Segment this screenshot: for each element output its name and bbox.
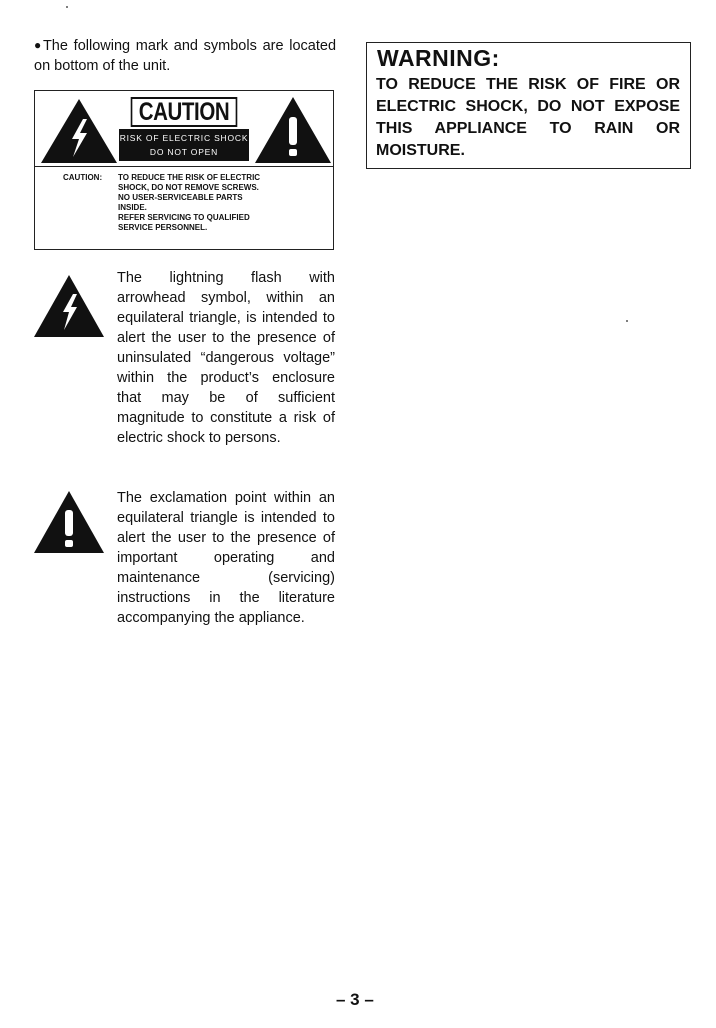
lightning-triangle-icon	[39, 97, 119, 165]
exclamation-triangle-icon	[253, 95, 333, 165]
caution-instructions-label: CAUTION:	[63, 173, 103, 182]
page-number: – 3 –	[336, 990, 374, 1009]
caution-line: TO REDUCE THE RISK OF ELECTRIC	[118, 173, 261, 182]
intro-text: The following mark and symbols are located on bottom of the unit.	[34, 38, 337, 74]
caution-line: SHOCK, DO NOT REMOVE SCREWS.	[118, 183, 259, 192]
exclamation-warning-triangle-icon	[33, 490, 105, 554]
warning-text: TO REDUCE THE RISK OF FIRE OR ELECTRIC SHOCK, DO NOT EXPOSE THIS APPLIANCE TO RAIN OR MOISTURE.	[376, 76, 680, 159]
caution-sign-title: CAUTION	[131, 97, 238, 127]
caution-line: REFER SERVICING TO QUALIFIED	[118, 213, 250, 222]
caution-sign-subtitle	[119, 129, 249, 161]
warning-box	[366, 42, 691, 169]
caution-instructions-lines	[118, 173, 318, 233]
lightning-warning-triangle-icon	[33, 274, 105, 338]
intro-paragraph	[34, 36, 336, 76]
caution-label-panel	[34, 90, 334, 250]
exclamation-symbol-description: The exclamation point within an equilateral triangle is intended to alert the user to the presence of important operating and maintenance (servicing) instructions in the literature accompanying the appliance.	[117, 490, 335, 626]
caution-label-graphic	[35, 91, 333, 167]
caution-sign-line-2: DO NOT OPEN	[149, 147, 219, 157]
caution-sign-line-1: RISK OF ELECTRIC SHOCK	[119, 133, 249, 143]
lightning-symbol-description: The lightning flash with arrowhead symbol, within an equilateral triangle, is intended to alert the user to the presence of uninsulated “dangerous voltage” within the product’s enclosure that may be of sufficient magnitude to constitute a risk of electric shock to persons.	[117, 270, 335, 446]
warning-title: WARNING:	[377, 45, 500, 71]
caution-line: NO USER-SERVICEABLE PARTS	[118, 193, 243, 202]
caution-line: SERVICE PERSONNEL.	[118, 223, 208, 232]
scan-speck	[626, 320, 628, 322]
caution-line: INSIDE.	[118, 203, 147, 212]
scan-speck	[66, 6, 68, 8]
bullet-icon: ●	[34, 38, 43, 52]
caution-sign	[119, 97, 249, 161]
